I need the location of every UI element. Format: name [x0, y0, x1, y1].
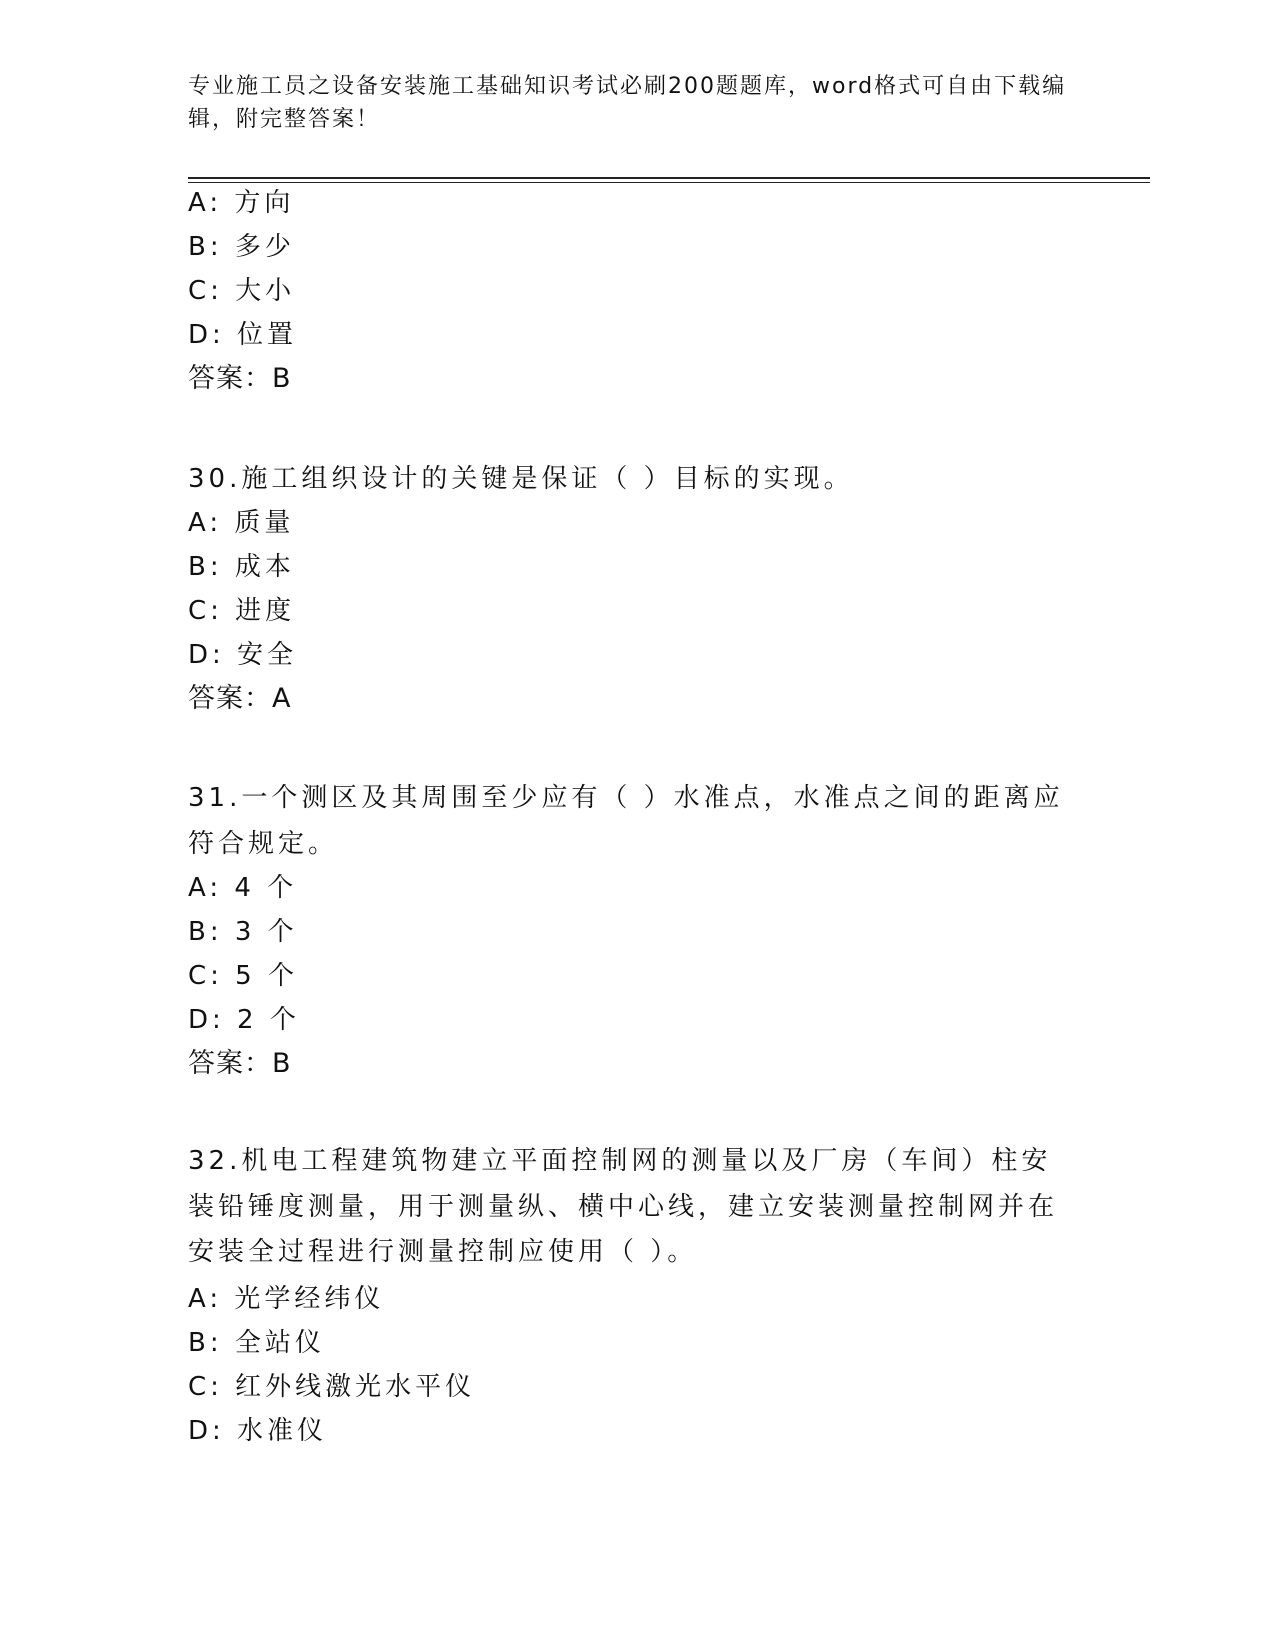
q31-answer: 答案：B — [188, 1048, 292, 1079]
q30-option-b: B: 成本 — [188, 552, 295, 582]
q30-answer: 答案：A — [188, 683, 292, 714]
q30-question: 30.施工组织设计的关键是保证（ ）目标的实现。 — [188, 464, 854, 494]
q32-option-b: B: 全站仪 — [188, 1328, 325, 1358]
header-divider — [188, 177, 1150, 183]
q31-option-c: C: 5 个 — [188, 961, 298, 991]
q29-option-b: B: 多少 — [188, 232, 295, 262]
q32-option-a: A: 光学经纬仪 — [188, 1284, 385, 1314]
document-header: 专业施工员之设备安装施工基础知识考试必刷200题题库，word格式可自由下载编辑，附完整答案！ — [188, 74, 1067, 132]
q31-option-a: A: 4 个 — [188, 873, 298, 903]
q29-option-a: A: 方向 — [188, 188, 295, 218]
q31-option-d: D: 2 个 — [188, 1005, 300, 1035]
q32-option-c: C: 红外线激光水平仪 — [188, 1372, 476, 1402]
q29-option-c: C: 大小 — [188, 276, 296, 306]
q30-option-a: A: 质量 — [188, 508, 295, 538]
q30-option-c: C: 进度 — [188, 596, 296, 626]
q31-option-b: B: 3 个 — [188, 917, 298, 947]
q29-answer: 答案：B — [188, 363, 292, 394]
q31-question: 31.一个测区及其周围至少应有（ ）水准点，水准点之间的距离应符合规定。 — [188, 783, 1064, 859]
q32-question: 32.机电工程建筑物建立平面控制网的测量以及厂房（车间）柱安装铅锤度测量，用于测量纵、横中心线，建立安装测量控制网并在安装全过程进行测量控制应使用（ ）。 — [188, 1146, 1059, 1267]
q30-option-d: D: 安全 — [188, 640, 298, 670]
q29-option-d: D: 位置 — [188, 320, 298, 350]
q32-option-d: D: 水准仪 — [188, 1416, 328, 1446]
